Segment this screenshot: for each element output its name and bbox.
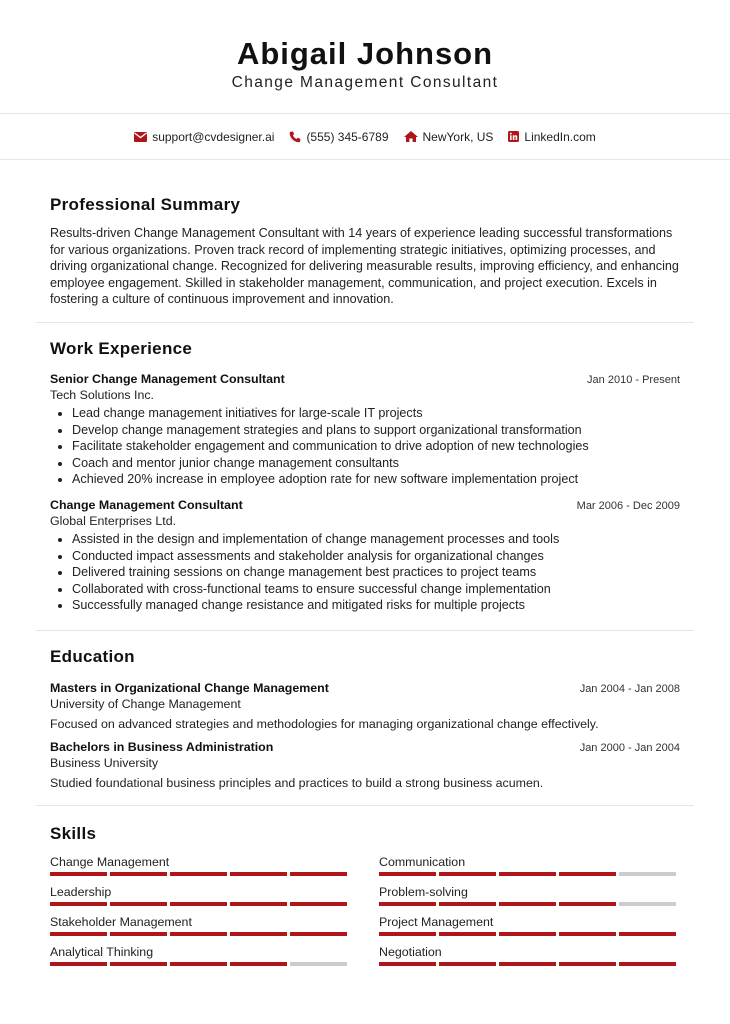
skill-segment-filled [290, 872, 347, 876]
skill-name: Negotiation [379, 944, 442, 959]
skill-segment-filled [230, 872, 287, 876]
skill-name: Analytical Thinking [50, 944, 154, 959]
job-bullet: • Assisted in the design and implementation of change management processes and tools [72, 531, 680, 548]
linkedin-text: LinkedIn.com [524, 129, 596, 144]
education-heading: Education [50, 646, 135, 666]
education-entry [50, 740, 680, 790]
job-bullet: • Collaborated with cross-functional teams to ensure successful change implementation [72, 581, 680, 598]
contact-linkedin[interactable] [508, 130, 595, 144]
skill-level-bar [50, 932, 350, 936]
skill-segment-filled [230, 932, 287, 936]
skill-segment-filled [110, 932, 167, 936]
skill-segment-filled [619, 962, 676, 966]
job-company: Global Enterprises Ltd. [50, 513, 177, 528]
degree-title: Bachelors in Business Administration [50, 739, 274, 754]
skill-name: Stakeholder Management [50, 914, 192, 929]
home-icon [404, 131, 418, 142]
education-description: Studied foundational business principles and practices to build a strong business acumen. [50, 775, 544, 790]
skill-item [50, 945, 350, 966]
skill-segment-filled [559, 872, 616, 876]
skill-segment-filled [499, 902, 556, 906]
skill-segment-filled [379, 962, 436, 966]
job-bullets [50, 531, 680, 614]
phone-icon [289, 131, 301, 143]
skill-item [379, 885, 679, 906]
skill-level-bar [379, 962, 679, 966]
skill-segment-filled [170, 932, 227, 936]
skill-segment-filled [379, 932, 436, 936]
email-text: support@cvdesigner.ai [152, 129, 275, 144]
skill-segment-filled [619, 932, 676, 936]
linkedin-icon [508, 131, 519, 142]
skill-segment-filled [170, 872, 227, 876]
skill-segment-empty [290, 962, 347, 966]
job-bullet: • Successfully managed change resistance and mitigated risks for multiple projects [72, 597, 680, 614]
skills-heading: Skills [50, 823, 97, 843]
skill-segment-filled [439, 932, 496, 936]
location-text: NewYork, US [422, 129, 494, 144]
job-company: Tech Solutions Inc. [50, 387, 155, 402]
education-entry [50, 681, 680, 731]
job-bullet: • Achieved 20% increase in employee adoption rate for new software implementation project [72, 471, 680, 488]
skill-level-bar [50, 962, 350, 966]
skill-segment-filled [439, 962, 496, 966]
skill-segment-empty [619, 902, 676, 906]
skill-segment-filled [499, 872, 556, 876]
candidate-name: Abigail Johnson [236, 36, 494, 71]
skill-segment-filled [439, 872, 496, 876]
skill-name: Problem-solving [379, 884, 468, 899]
skill-segment-filled [170, 962, 227, 966]
experience-section [0, 323, 730, 614]
skill-item [379, 915, 679, 936]
job-title: Senior Change Management Consultant [50, 371, 285, 386]
contact-phone[interactable] [289, 130, 388, 144]
skills-section [0, 806, 730, 966]
skill-name: Leadership [50, 884, 112, 899]
school-name: University of Change Management [50, 696, 241, 711]
skill-name: Change Management [50, 854, 170, 869]
skill-segment-filled [379, 902, 436, 906]
skill-level-bar [50, 902, 350, 906]
phone-text: (555) 345-6789 [306, 129, 389, 144]
skill-segment-filled [50, 902, 107, 906]
skill-level-bar [379, 872, 679, 876]
job-bullet: • Lead change management initiatives for large-scale IT projects [72, 405, 680, 422]
skill-segment-filled [50, 932, 107, 936]
skill-item [50, 855, 350, 876]
experience-heading: Work Experience [50, 338, 193, 358]
skill-level-bar [50, 872, 350, 876]
job-title: Change Management Consultant [50, 497, 243, 512]
skills-grid [50, 855, 680, 966]
job-bullet: • Conducted impact assessments and stakeholder analysis for organizational changes [72, 548, 680, 565]
skill-segment-filled [559, 932, 616, 936]
email-icon [134, 132, 147, 142]
skill-item [50, 915, 350, 936]
job-bullets [50, 405, 680, 488]
skill-item [379, 945, 679, 966]
skill-item [50, 885, 350, 906]
education-date: Jan 2000 - Jan 2004 [579, 741, 680, 754]
skill-segment-filled [439, 902, 496, 906]
skill-segment-filled [170, 902, 227, 906]
contact-email[interactable] [134, 130, 274, 144]
skill-segment-filled [290, 932, 347, 936]
education-date: Jan 2004 - Jan 2008 [579, 682, 680, 695]
school-name: Business University [50, 755, 159, 770]
degree-title: Masters in Organizational Change Management [50, 680, 329, 695]
skill-name: Project Management [379, 914, 494, 929]
summary-text: Results-driven Change Management Consultant with 14 years of experience leading successful transformations for various organizations. Proven track record of implementing strategic initiatives, optimizing processes, and driving organizational change. Recognized for delivering measurable results, improving efficiency, and enhancing employee engagement. Skilled in stakeholder management, communication, and project execution. Excels in fostering a culture of continuous improvement and innovation. [50, 226, 679, 307]
skill-segment-filled [379, 872, 436, 876]
skill-item [379, 855, 679, 876]
skill-segment-empty [619, 872, 676, 876]
skill-segment-filled [290, 902, 347, 906]
job-entry [50, 498, 680, 614]
skill-segment-filled [499, 962, 556, 966]
resume-header [0, 0, 730, 114]
contact-bar [0, 114, 730, 160]
job-entry [50, 372, 680, 488]
skill-segment-filled [230, 902, 287, 906]
skill-segment-filled [559, 962, 616, 966]
contact-location [404, 130, 494, 144]
skill-segment-filled [50, 962, 107, 966]
job-bullet: • Delivered training sessions on change management best practices to project teams [72, 564, 680, 581]
skill-segment-filled [50, 872, 107, 876]
job-date: Mar 2006 - Dec 2009 [576, 499, 680, 512]
job-bullet: • Develop change management strategies and plans to support organizational transformation [72, 422, 680, 439]
summary-section [0, 160, 730, 308]
skill-segment-filled [559, 902, 616, 906]
education-section [0, 631, 730, 790]
job-bullet: • Facilitate stakeholder engagement and communication to drive adoption of new technologies [72, 438, 680, 455]
skill-segment-filled [110, 902, 167, 906]
job-bullet: • Coach and mentor junior change management consultants [72, 455, 680, 472]
skill-segment-filled [110, 962, 167, 966]
skill-level-bar [379, 902, 679, 906]
candidate-title: Change Management Consultant [231, 74, 499, 91]
education-description: Focused on advanced strategies and methodologies for managing organizational change effectively. [50, 716, 599, 731]
summary-heading: Professional Summary [50, 195, 241, 214]
skill-segment-filled [230, 962, 287, 966]
skill-segment-filled [499, 932, 556, 936]
skill-level-bar [379, 932, 679, 936]
skill-segment-filled [110, 872, 167, 876]
skill-name: Communication [379, 854, 466, 869]
job-date: Jan 2010 - Present [587, 373, 680, 386]
